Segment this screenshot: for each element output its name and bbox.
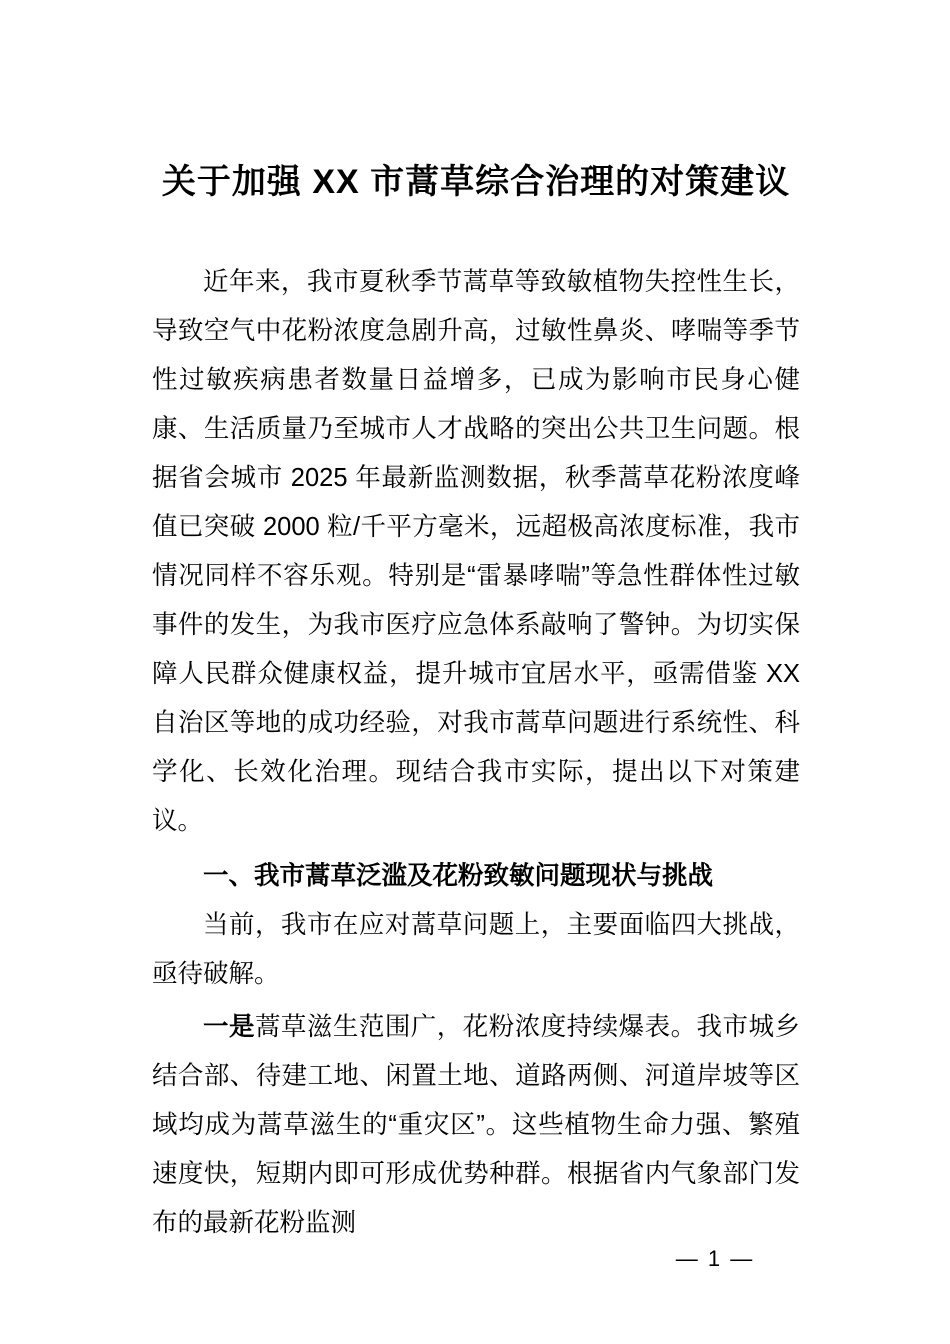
point-one-lead: 一是 [203, 1012, 255, 1041]
point-one-text: 蒿草滋生范围广，花粉浓度持续爆表。我市城乡结合部、待建工地、闲置土地、道路两侧、河道岸坡等区域均成为蒿草滋生的“重灾区”。这些植物生命力强、繁殖速度快，短期内即可形成优势种群。根据省内气象部门发布的最新花粉监测 [152, 1012, 800, 1237]
paragraph-intro: 近年来，我市夏秋季节蒿草等致敏植物失控性生长，导致空气中花粉浓度急剧升高，过敏性鼻炎、哮喘等季节性过敏疾病患者数量日益增多，已成为影响市民身心健康、生活质量乃至城市人才战略的突出公共卫生问题。根据省会城市 2025 年最新监测数据，秋季蒿草花粉浓度峰值已突破 2000 粒/千平方毫米，远超极高浓度标准，我市情况同样不容乐观。特别是“雷暴哮喘”等急性群体性过敏事件的发生，为我市医疗应急体系敲响了警钟。为切实保障人民群众健康权益，提升城市宜居水平，亟需借鉴 XX 自治区等地的成功经验，对我市蒿草问题进行系统性、科学化、长效化治理。现结合我市实际，提出以下对策建议。 [152, 267, 800, 835]
page-title: 关于加强 XX 市蒿草综合治理的对策建议 [161, 163, 791, 201]
document-body [152, 160, 800, 1252]
paragraph-point-one [152, 1003, 800, 1248]
paragraph-section-intro: 当前，我市在应对蒿草问题上，主要面临四大挑战，亟待破解。 [152, 910, 800, 988]
page-number: — 1 — [675, 1246, 755, 1271]
section-heading-1: 一、我市蒿草泛滥及花粉致敏问题现状与挑战 [203, 861, 714, 890]
